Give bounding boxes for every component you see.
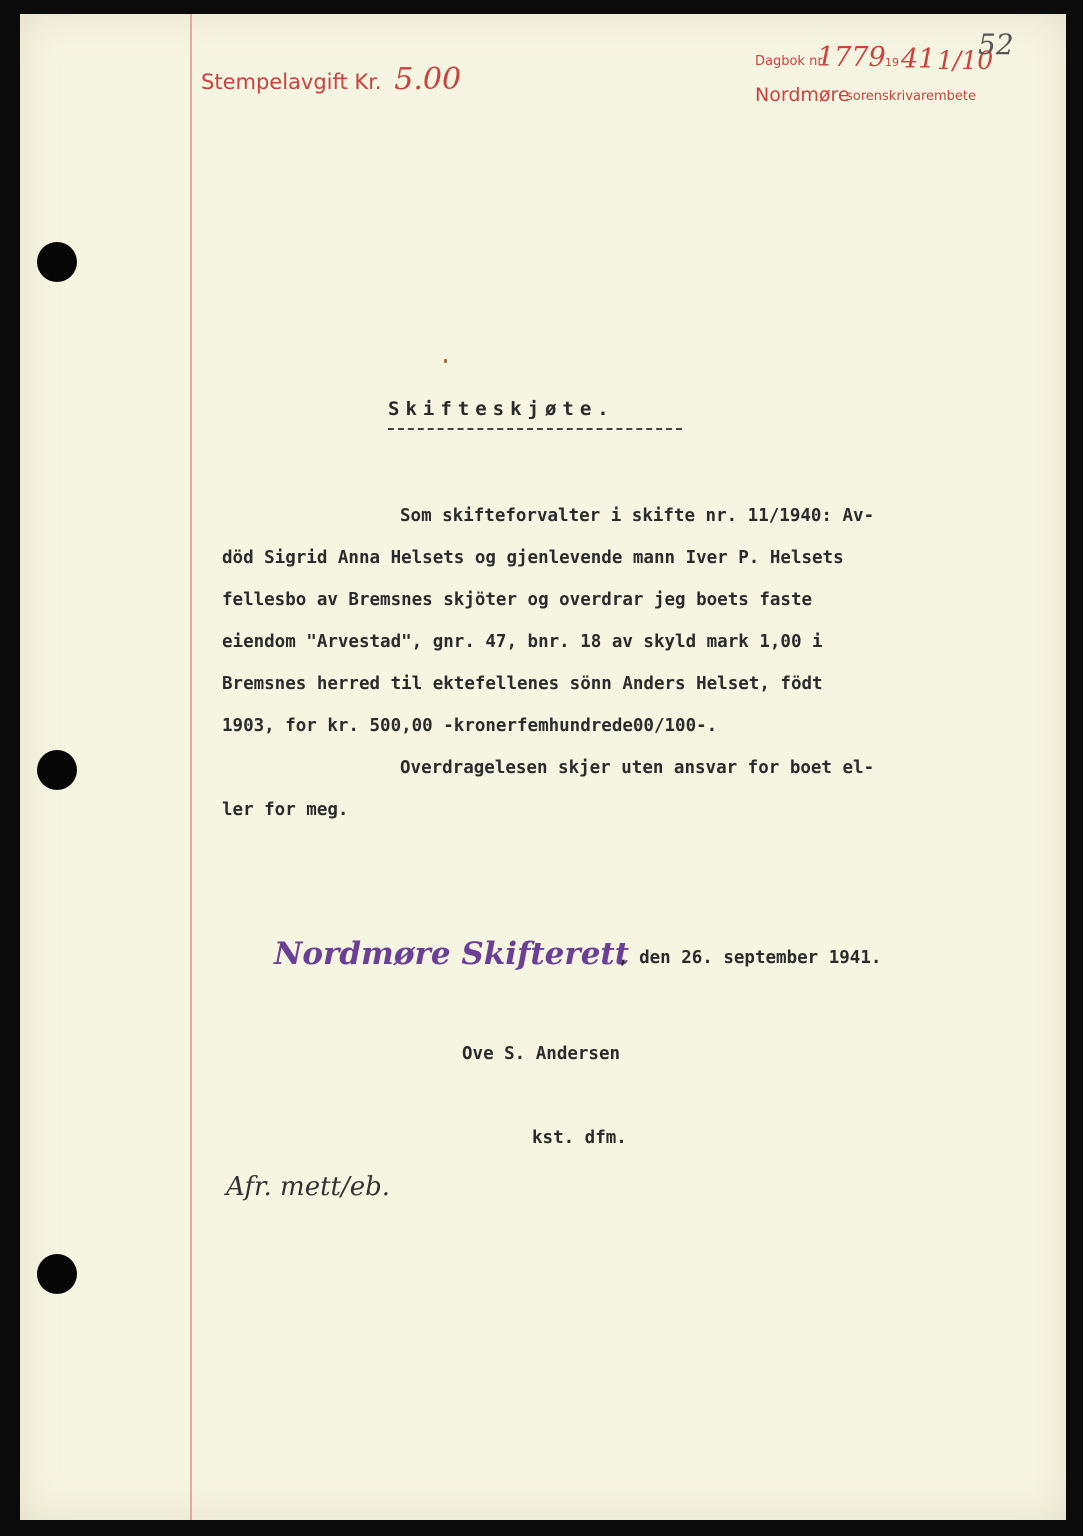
stamp-fee	[201, 62, 461, 97]
stamp-fee-label: Stempelavgift Kr.	[201, 70, 382, 94]
body-line: ler for meg.	[222, 800, 349, 820]
body-line: eiendom "Arvestad", gnr. 47, bnr. 18 av skyld mark 1,00 i	[222, 632, 823, 652]
office-name-2: sorenskrivarembete	[846, 89, 977, 104]
journal-year: 41	[901, 44, 936, 75]
journal-number: 1779	[817, 42, 886, 73]
punch-hole	[37, 242, 77, 282]
journal-label: Dagbok nr.	[755, 54, 826, 69]
body-line: Som skifteforvalter i skifte nr. 11/1940: Av-	[400, 506, 875, 526]
ink-speck	[444, 359, 447, 363]
margin-rule	[190, 14, 192, 1520]
journal-year-prefix: 19	[885, 56, 899, 69]
body-line: fellesbo av Bremsnes skjöter og overdrar jeg boets faste	[222, 590, 813, 610]
margin-note: Afr. mett/eb.	[226, 1172, 391, 1202]
signatory-title: kst. dfm.	[532, 1128, 627, 1148]
date-line: , den 26. september 1941.	[618, 948, 882, 968]
body-line: 1903, for kr. 500,00 -kronerfemhundrede00/100-.	[222, 716, 718, 736]
journal-date: 1/10	[937, 46, 994, 75]
body-line: Overdragelesen skjer uten ansvar for boet el-	[400, 758, 875, 778]
page-number: 52	[978, 28, 1014, 61]
document-title: Skifteskjøte.	[388, 398, 615, 420]
title-underline	[388, 428, 682, 430]
signatory-name: Ove S. Andersen	[462, 1044, 621, 1064]
punch-hole	[37, 750, 77, 790]
punch-hole	[37, 1254, 77, 1294]
body-line: död Sigrid Anna Helsets og gjenlevende mann Iver P. Helsets	[222, 548, 844, 568]
court-stamp: Nordmøre Skifterett	[274, 936, 630, 972]
body-line: Bremsnes herred til ektefellenes sönn Anders Helset, födt	[222, 674, 823, 694]
stamp-fee-value: 5.00	[394, 62, 462, 97]
office-name-1: Nordmøre	[755, 84, 850, 106]
document-page	[20, 14, 1066, 1520]
